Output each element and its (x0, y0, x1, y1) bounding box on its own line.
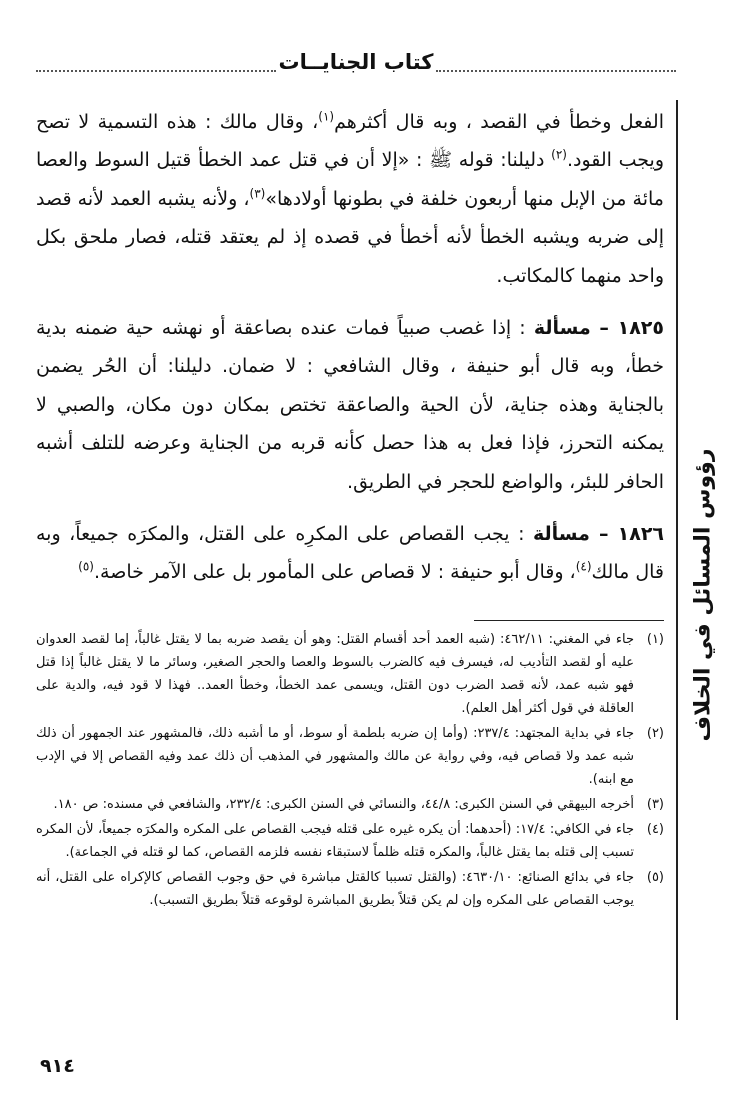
footnotes (36, 628, 664, 914)
issue-dash: – (590, 317, 618, 340)
issue-label: مسألة (533, 317, 591, 340)
footnote-number: (٣) (646, 797, 664, 812)
paragraph-continuation (36, 103, 664, 295)
issue-text: ، وقال أبو حنيفة : لا قصاص على المأمور بل على الآمر خاصة. (93, 561, 576, 584)
issue-1826 (36, 515, 664, 592)
issue-1825 (36, 309, 664, 501)
issue-label: مسألة (533, 523, 590, 546)
footnote-number: (٤) (646, 822, 664, 837)
margin-divider-line (676, 100, 678, 1020)
text-run: ، وقال مالك : هذه التسمية لا تصح ويجب القود. (36, 111, 664, 172)
main-text (36, 103, 664, 592)
text-run: دليلنا: قوله ﷺ : «إلا أن في قتل عمد الخطأ قتيل السوط والعصا مائة من الإبل منها أربعون خلفة في بطونها أولادها» (36, 149, 664, 210)
chapter-title: كتاب الجنايــات (278, 50, 434, 74)
issue-text: : يجب القصاص على المكرِه على القتل، والمكرَه جميعاً، وبه قال مالك (36, 523, 664, 584)
footnote-text: جاء في بدائع الصنائع: ٤٦٣٠/١٠: (والقتل تسببا كالقتل مباشرة في حق وجوب القصاص كالإكراه على القتل، أنه يوجب القصاص على المكره وإن لم يكن قتلاً بطريق المباشرة لوقوعه قتلاً بطريق التسبب). (36, 870, 634, 908)
footnote-number: (١) (646, 632, 664, 647)
side-running-title-text: رؤوس المسائل في الخلاف (690, 448, 716, 742)
running-header (36, 50, 676, 86)
footnote-ref-4: (٤) (575, 560, 592, 575)
header-dotted-rule-right (436, 70, 676, 72)
page-number: ٩١٤ (40, 1055, 75, 1077)
footnote-ref-1: (١) (318, 109, 335, 124)
text-run: ، ولأنه يشبه العمد لأنه قصد إلى ضربه ويشبه الخطأ لأنه أخطأ في قصده إذ لم يعتقد قتله، فصار ملحق بكل واحد منهما كالمكاتب. (36, 187, 664, 287)
footnote-2 (36, 722, 664, 791)
issue-number: ١٨٢٦ (617, 523, 665, 546)
footnote-3 (36, 793, 664, 816)
footnote-number: (٢) (646, 726, 664, 741)
footnote-1 (36, 628, 664, 720)
footnote-text: أخرجه البيهقي في السنن الكبرى: ٤٤/٨، والنسائي في السنن الكبرى: ٢٣٢/٤، والشافعي في مسنده: ص ١٨٠. (53, 797, 634, 812)
footnote-4 (36, 818, 664, 864)
footnote-text: جاء في المغني: ٤٦٢/١١: (شبه العمد أحد أقسام القتل: وهو أن يقصد ضربه بما لا يقتل غالباً، إما لقصد العدوان عليه أو لقصد التأديب له، فيسرف فيه كالضرب بالسوط والعصا والحجر الصغير، وسائر ما لا يقتل غالباً إذا قتل فهو شبه عمد، لأنه قصد الضرب دون القتل، ويسمى عمد الخطأ، وخطأ العمد.. فهذا لا قود فيه، والدية على العاقلة في قول أكثر أهل العلم). (36, 632, 634, 716)
footnote-ref-3: (٣) (249, 186, 266, 201)
footnote-text: جاء في الكافي: ١٧/٤: (أحدهما: أن يكره غيره على قتله فيجب القصاص على المكره والمكرَه جميعاً، لأن المكره تسبب إلى قتله بما يقتل غالباً، والمكره قتله ظلماً لاستبقاء نفسه فلزمه القصاص، كما لو قتله في الجماعة). (36, 822, 634, 860)
footnote-text: جاء في بداية المجتهد: ٢٣٧/٤: (وأما إن ضربه بلطمة أو سوط، أو ما أشبه ذلك، فالمشهور عند الجمهور أن ذلك شبه عمد ولا قصاص فيه، وفي رواية عن مالك والمشهور في المذهب أن ذلك عمد وفيه القصاص إلا في الإدب مع ابنه). (36, 726, 634, 787)
footnote-ref-2: (٢) (551, 148, 567, 163)
issue-dash: – (589, 523, 618, 546)
issue-number: ١٨٢٥ (617, 317, 664, 340)
text-run: الفعل وخطأ في القصد ، وبه قال أكثرهم (334, 111, 664, 133)
footnote-5 (36, 866, 664, 912)
side-running-title (683, 440, 723, 750)
issue-text: : إذا غصب صبياً فمات عنده بصاعقة أو نهشه حية ضمنه بدية خطأ، وبه قال أبو حنيفة ، وقال الشافعي : لا ضمان. دليلنا: أن الحُر يضمن بالجناية وهذه جناية، لأن الحية والصاعقة تختص بمكان دون مكان، والصبي لا يمكنه التحرز، فإذا فعل به هذا حصل كأنه قربه من الجناية وعرضه للتلف أشبه الحافر للبئر، والواضع للحجر في الطريق. (36, 317, 664, 493)
footnote-separator (474, 620, 664, 621)
footnote-number: (٥) (646, 870, 664, 885)
footnote-ref-5: (٥) (78, 560, 94, 575)
